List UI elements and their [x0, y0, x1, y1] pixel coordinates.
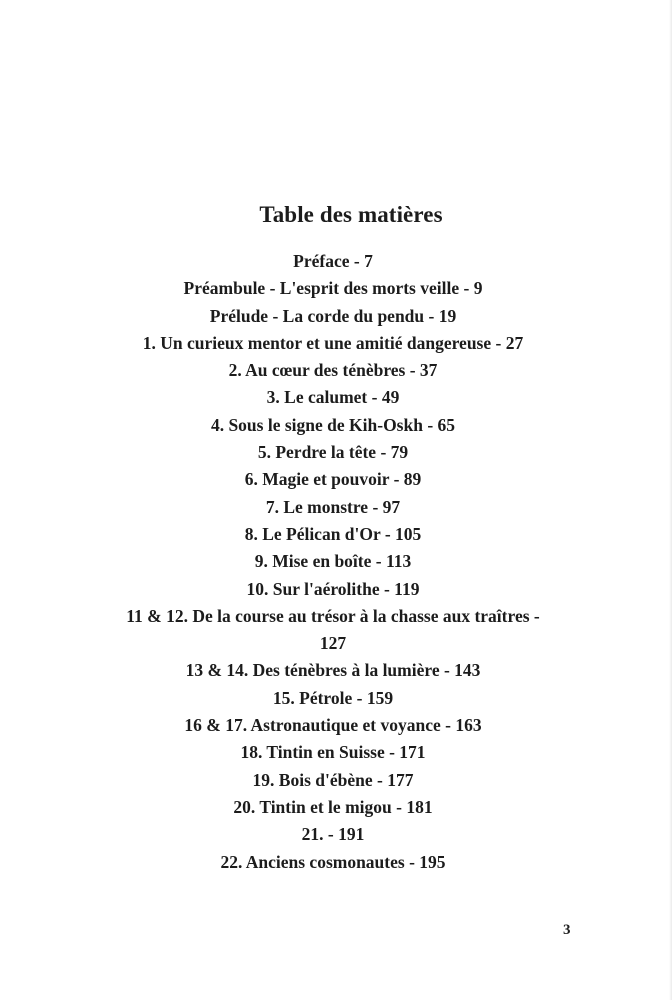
toc-entry: 4. Sous le signe de Kih-Oskh - 65	[210, 414, 456, 435]
toc-entry: 21. - 191	[301, 824, 365, 845]
toc-entry: Prélude - La corde du pendu - 19	[209, 305, 457, 326]
toc-entry: 10. Sur l'aérolithe - 119	[246, 578, 420, 599]
toc-entry: Préface - 7	[293, 251, 373, 271]
toc-list	[118, 248, 548, 876]
toc-entry: 15. Pétrole - 159	[272, 687, 394, 708]
toc-title: Table des matières	[259, 202, 443, 227]
toc-entry: 22. Anciens cosmonautes - 195	[220, 851, 446, 872]
toc-entry: 18. Tintin en Suisse - 171	[240, 742, 426, 763]
toc-entry: 5. Perdre la tête - 79	[257, 442, 409, 463]
toc-entry: 6. Magie et pouvoir - 89	[244, 469, 422, 490]
toc-entry: 19. Bois d'ébène - 177	[252, 769, 414, 790]
toc-entry: 9. Mise en boîte - 113	[254, 551, 412, 572]
toc-entry: 20. Tintin et le migou - 181	[233, 796, 433, 817]
toc-entry: 13 & 14. Des ténèbres à la lumière - 143	[185, 660, 481, 681]
toc-entry: 1. Un curieux mentor et une amitié dangereuse - 27	[142, 332, 524, 353]
toc-entry: 8. Le Pélican d'Or - 105	[244, 523, 422, 544]
toc-entry: 11 & 12. De la course au trésor à la chasse aux traîtres - 127	[126, 605, 540, 654]
toc-entry: 7. Le monstre - 97	[265, 496, 401, 517]
toc-entry: 2. Au cœur des ténèbres - 37	[228, 360, 438, 381]
toc-entry: 3. Le calumet - 49	[266, 387, 400, 408]
toc-entry: 16 & 17. Astronautique et voyance - 163	[184, 715, 482, 736]
toc-entry: Préambule - L'esprit des morts veille - 9	[183, 278, 483, 299]
page-number: 3	[563, 922, 571, 938]
